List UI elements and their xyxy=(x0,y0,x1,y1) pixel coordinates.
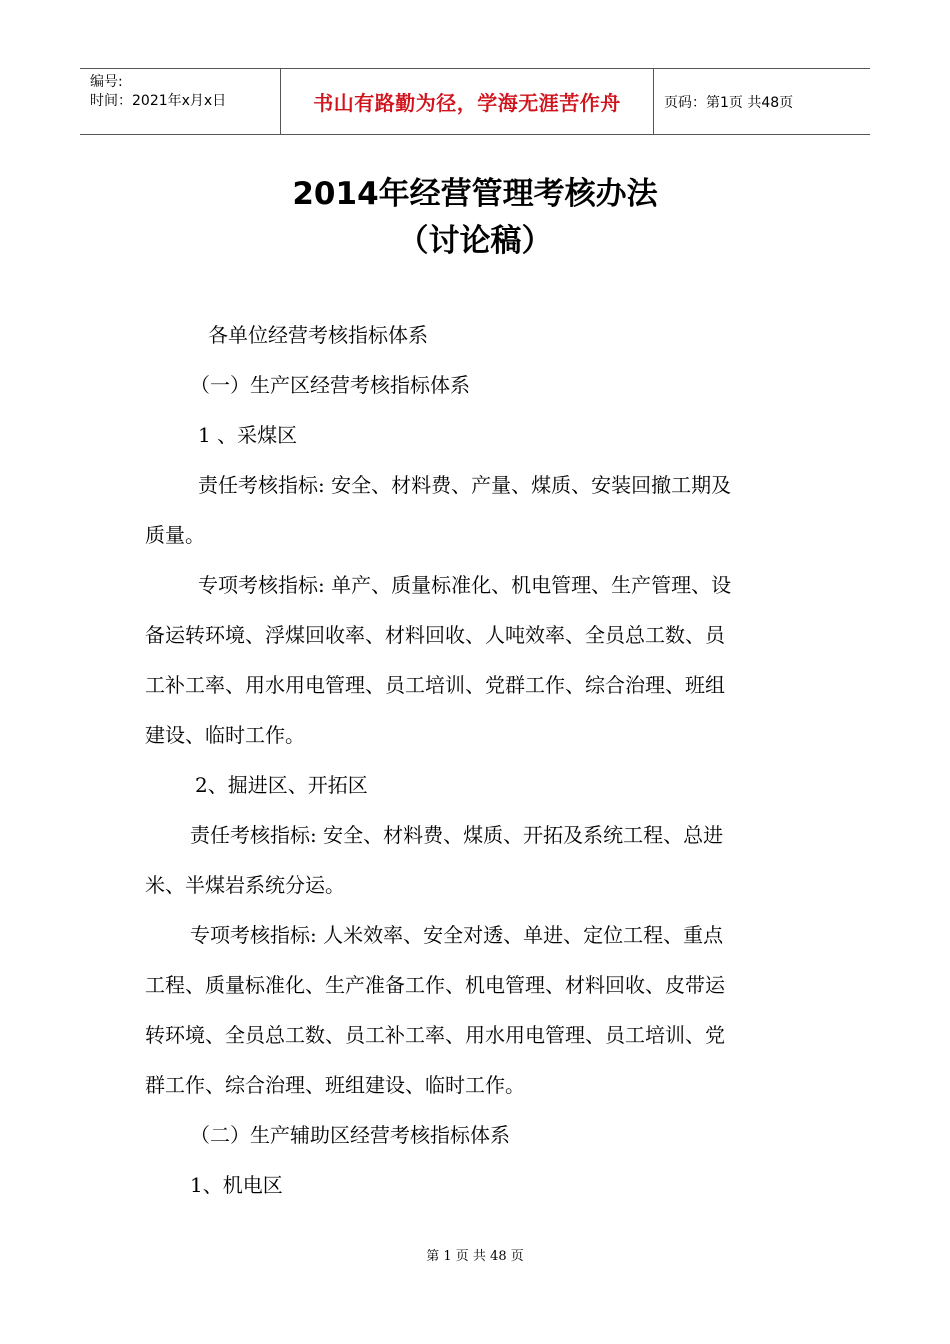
item-heading: 2、掘进区、开拓区 xyxy=(195,773,368,797)
document-number-label: 编号: xyxy=(90,74,123,90)
paragraph-line: 群工作、综合治理、班组建设、临时工作。 xyxy=(145,1073,525,1097)
paragraph-line: 责任考核指标: 安全、材料费、产量、煤质、安装回撤工期及 xyxy=(198,473,732,497)
page-header xyxy=(80,68,870,135)
document-subtitle: （讨论稿） xyxy=(397,223,553,259)
paragraph-line: 专项考核指标: 单产、质量标准化、机电管理、生产管理、设 xyxy=(198,573,732,597)
header-info xyxy=(80,69,281,134)
paragraph-line: 米、半煤岩系统分运。 xyxy=(145,873,345,897)
paragraph-line: 工程、质量标准化、生产准备工作、机电管理、材料回收、皮带运 xyxy=(145,973,725,997)
subsection-heading: （二）生产辅助区经营考核指标体系 xyxy=(190,1123,510,1147)
paragraph-line: 转环境、全员总工数、员工补工率、用水用电管理、员工培训、党 xyxy=(145,1023,725,1047)
item-heading: 1 、采煤区 xyxy=(198,423,298,447)
item-heading: 1、机电区 xyxy=(190,1173,283,1197)
paragraph-line: 建设、临时工作。 xyxy=(145,723,305,747)
paragraph-line: 备运转环境、浮煤回收率、材料回收、人吨效率、全员总工数、员 xyxy=(145,623,725,647)
document-title: 2014年经营管理考核办法 xyxy=(292,176,658,212)
header-motto: 书山有路勤为径，学海无涯苦作舟 xyxy=(281,69,654,134)
paragraph-line: 工补工率、用水用电管理、员工培训、党群工作、综合治理、班组 xyxy=(145,673,725,697)
paragraph-line: 责任考核指标: 安全、材料费、煤质、开拓及系统工程、总进 xyxy=(190,823,724,847)
page-footer: 第 1 页 共 48 页 xyxy=(426,1249,524,1264)
paragraph-line: 质量。 xyxy=(145,523,205,547)
subsection-heading: （一）生产区经营考核指标体系 xyxy=(190,373,470,397)
document-time: 时间：2021年x月x日 xyxy=(90,93,227,109)
paragraph-line: 专项考核指标: 人米效率、安全对透、单进、定位工程、重点 xyxy=(190,923,724,947)
header-page-info: 页码：第1页 共48页 xyxy=(664,94,794,111)
section-heading: 各单位经营考核指标体系 xyxy=(208,323,428,347)
